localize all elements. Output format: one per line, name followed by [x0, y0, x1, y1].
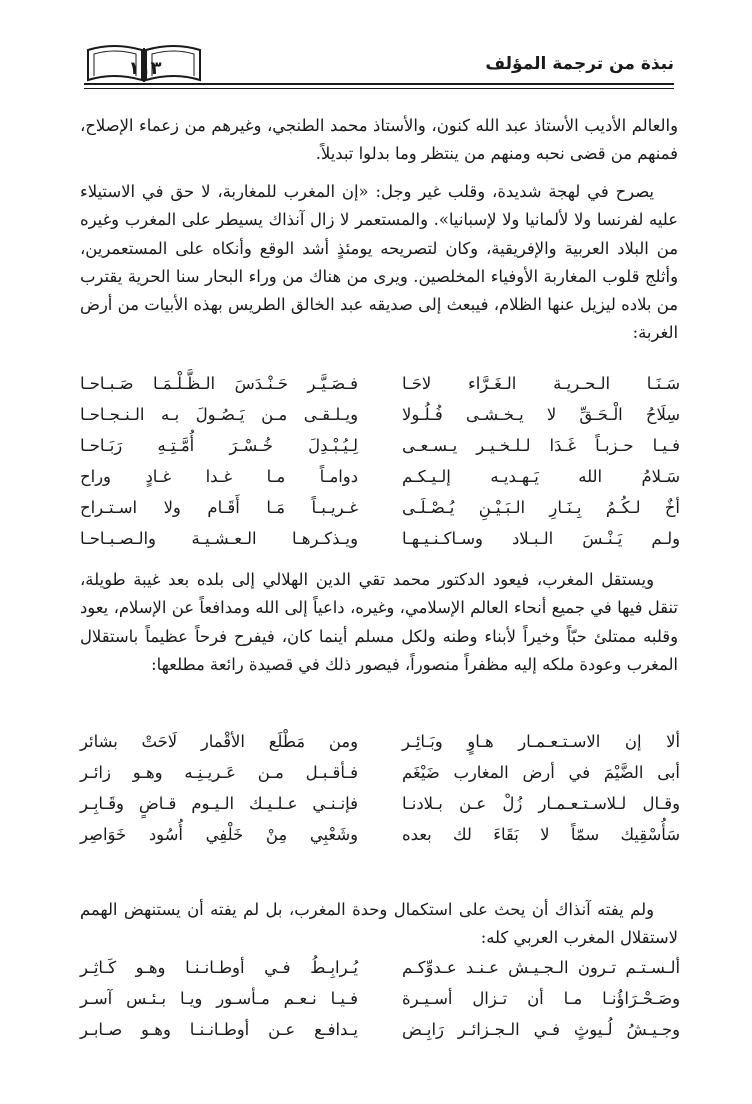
verse-first-hemistich: فـيـا حـزبـاً غَـدَا لـلـخـيـر يـسـعـى [402, 436, 680, 455]
poem1-verse [80, 405, 680, 435]
verse-second-hemistich: يـدافـع عـن أوطـانـنـا وهـو صـابـر [80, 1020, 358, 1039]
verse-first-hemistich: سِلَاحُ الْـحَـقِّ لا يـخـشـى فُـلُـولا [402, 405, 680, 424]
verse-second-hemistich: ويـلـقـى مـن يَـصُـولَ بـه الـنـجـاحـا [80, 405, 358, 424]
verse-second-hemistich: فـصَـيَّـر حَـنْـدَسَ الـظَّـلْـمَـا صَـبـاحـا [80, 374, 358, 393]
paragraph-1: والعالم الأديب الأستاذ عبد الله كنون، والأستاذ محمد الطنجي، وغيرهم من زعماء الإصلاح، فمنهم من قضى نحبه ومنهم من ينتظر وما بدلوا تبديلاً. [80, 116, 678, 164]
page-header [84, 40, 674, 88]
verse-first-hemistich: سَـلامُ الله يَـهـديـه إلـيـكـم [402, 467, 680, 486]
header-rule [84, 83, 674, 85]
verse-second-hemistich: وشَعْبِي مِنْ خَلْفِي أُسُود خَوَاصِر [80, 825, 358, 844]
verse-first-hemistich: ولـم يَـنْـسَ الـبـلاد وسـاكـنـيـهـا [402, 529, 680, 548]
paragraph-2: يصرح في لهجة شديدة، وقلب غير وجل: «إن المغرب للمغاربة، لا حق في الاستيلاء عليه لفرنسا ولا لألمانيا ولا لإسبانيا». والمستعمر لا زال آنذاك يسيطر على المغرب وغيره من البلاد العربية والإفريقية، وكان لتصريحه يومئذٍ أشد الوقع وأنكاه على المستعمرين، وأثلج قلوب المغاربة الأوفياء المخلصين. ويرى من هناك من وراء البحار سنا الحرية يقترب من بلاده ليزيل عنها الظلام، فيبعث إلى صديقه عبد الخالق الطريس بهذه الأبيات من أرض الغربة: [80, 182, 678, 343]
verse-second-hemistich: ويـذكـرهـا الـعـشـيـة والـصـبـاحـا [80, 529, 358, 548]
verse-first-hemistich: أخٌ لـكُـمُ بِـنَـارِ الـبَـيْـنِ يُـصْـلَـى [402, 498, 680, 517]
verse-first-hemistich: وقـال لـلاسـتـعـمـار زُلْ عـن بـلادنـا [402, 794, 680, 813]
poem1-verse [80, 467, 680, 497]
paragraph-4: ولم يفته آنذاك أن يحث على استكمال وحدة المغرب، بل لم يفته أن يستنهض الهمم لاستقلال المغرب العربي كله: [80, 900, 678, 948]
verse-second-hemistich: فإنـنـي عـلـيـك الـيـوم قـاضٍ وقَـابِـر [80, 794, 358, 813]
page-number: ١١٣ [128, 58, 162, 79]
poem3-verse [80, 958, 680, 988]
verse-second-hemistich: غـريـبـاً مَـا أَقَـام ولا اسـتـراح [80, 498, 358, 517]
poem2-verse [80, 825, 680, 855]
poem1-verse [80, 498, 680, 528]
verse-first-hemistich: أبى الضَّيْمَ في أرض المغارب ضَيْغَم [402, 763, 680, 782]
verse-first-hemistich: سَـنَـا الـحـريـة الـغَـرَّاء لاحَـا [402, 374, 680, 393]
verse-second-hemistich: ومن مَطْلَع الأقْمار لَاحَتْ بشائر [80, 732, 358, 751]
verse-first-hemistich: سَأُسْقِيك سمّاً لا بَقَاءَ لك بعده [402, 825, 680, 844]
verse-second-hemistich: يُـرابِـطُ فـي أوطـانـنـا وهـو كَـاثِـر [80, 958, 358, 977]
poem3-verse [80, 989, 680, 1019]
verse-second-hemistich: لِـيُـبْـدِلَ خُـسْـرَ أُمَّـتِـهِ رَبَـاحـا [80, 436, 358, 455]
poem1-verse [80, 374, 680, 404]
verse-first-hemistich: وصَـحْـرَاؤُنـا مـا أن تـزال أسـيـرة [402, 989, 680, 1008]
poem2-verse [80, 794, 680, 824]
poem1-verse [80, 529, 680, 559]
paragraph-3: ويستقل المغرب، فيعود الدكتور محمد تقي الدين الهلالي إلى بلده بعد غيبة طويلة، تنقل فيها في جميع أنحاء العالم الإسلامي، وغيره، داعياً إلى الله ومدافعاً عن الإسلام، يعود وقلبه ممتلئ حبّاً وخيراً لأبناء وطنه ولكل مسلم أينما كان، فيفرح فرحاً عظيماً باستقلال المغرب وعودة ملكه إليه مظفراً منصوراً، فيصور ذلك في قصيدة رائعة مطلعها: [80, 570, 678, 674]
poem2-verse [80, 732, 680, 762]
verse-first-hemistich: ألا إن الاسـتـعـمـار هـاوٍ وبَـائِـر [402, 732, 680, 751]
verse-first-hemistich: وجـيـشُ لُـيوثٍ فـي الـجـزائـر رَابِـض [402, 1020, 680, 1039]
header-rule-thin [84, 88, 674, 89]
verse-first-hemistich: ألـسـتـم تـرون الـجـيـش عـنـد عـدوِّكـم [402, 958, 680, 977]
poem2-verse [80, 763, 680, 793]
verse-second-hemistich: فـأقـبـل مـن عَـريـنِـه وهـو زائـر [80, 763, 358, 782]
poem1-verse [80, 436, 680, 466]
verse-second-hemistich: فـيـا نـعـم مـأسـور ويـا بـئـس آسـر [80, 989, 358, 1008]
poem3-verse [80, 1020, 680, 1050]
verse-second-hemistich: دوامـاً مـا غـدا غـادٍ وراح [80, 467, 358, 486]
running-title: نبذة من ترجمة المؤلف [485, 54, 674, 74]
